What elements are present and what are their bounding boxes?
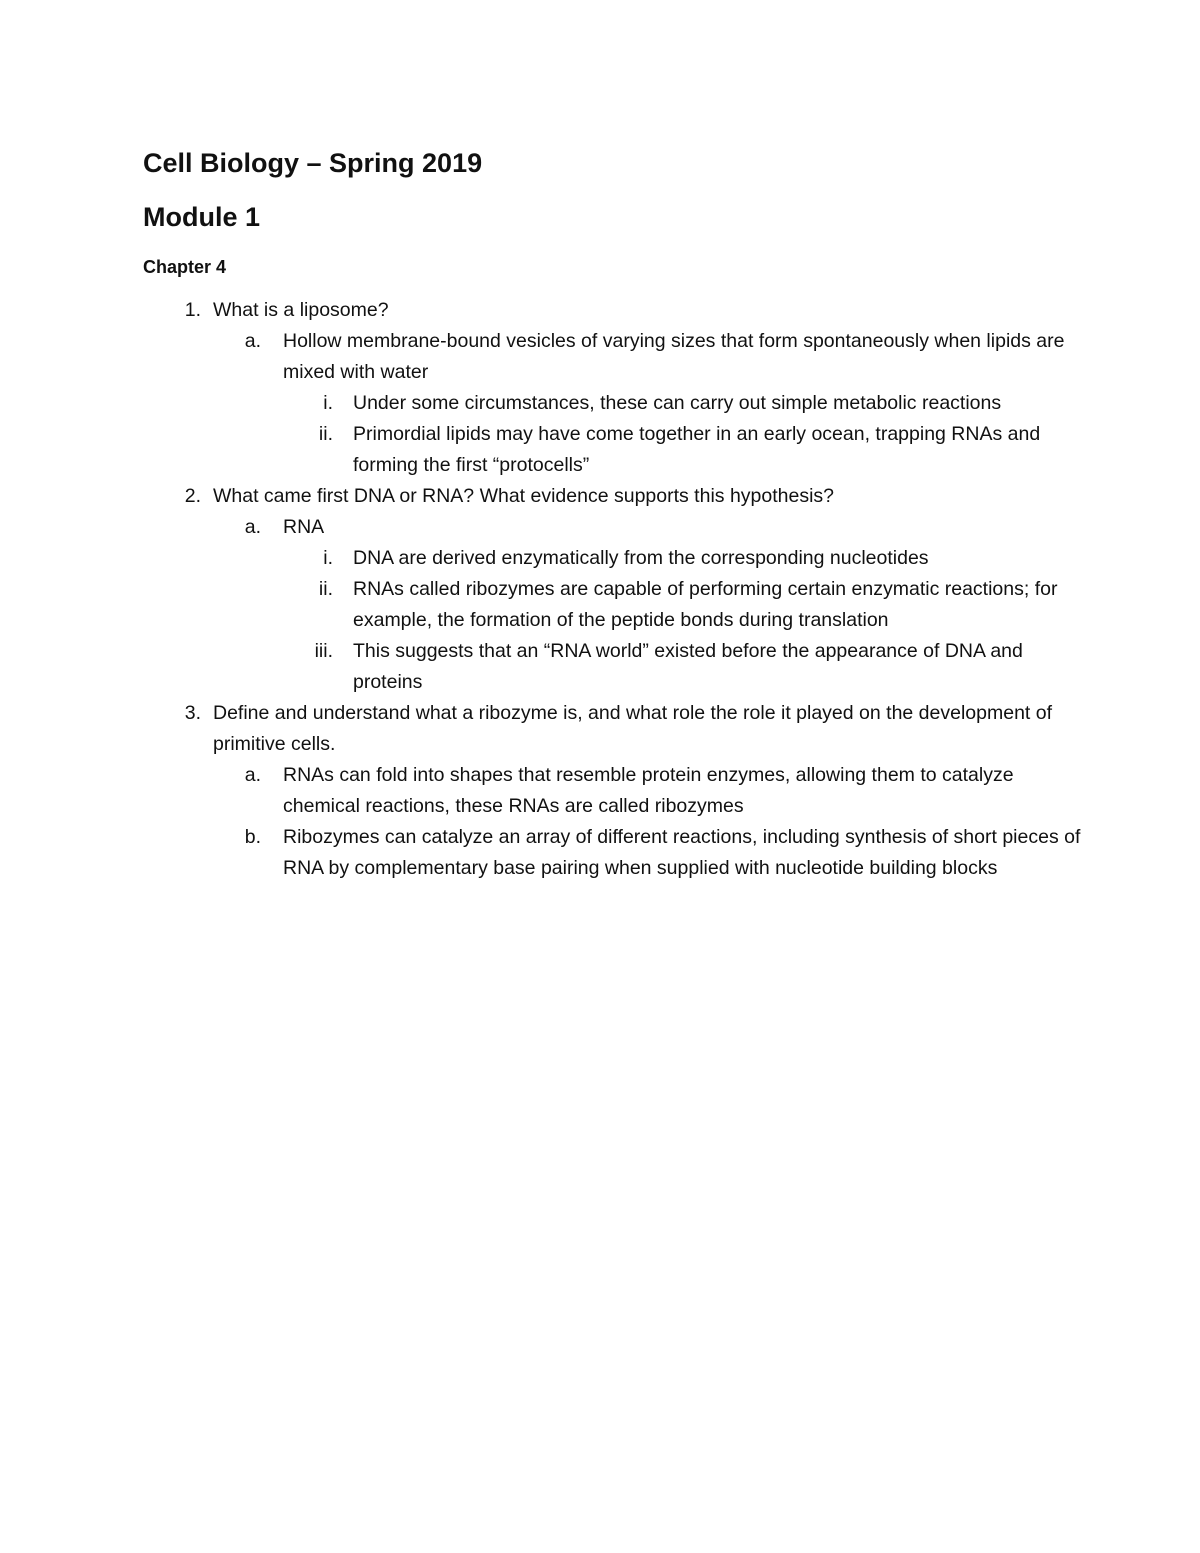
question-item [143,295,1083,481]
document-title: Cell Biology – Spring 2019 [143,148,483,178]
sub-point-list [283,543,1083,698]
answer-item [213,512,1083,698]
sub-point-text: This suggests that an “RNA world” existed before the appearance of DNA and proteins [353,640,1023,693]
question-text: What came first DNA or RNA? What evidence supports this hypothesis? [213,485,835,507]
answer-marker: a. [244,764,261,786]
answer-list [213,326,1083,481]
sub-point-item [283,388,1083,419]
answer-list [213,512,1083,698]
answer-text: RNA [283,516,325,538]
question-text: What is a liposome? [213,299,389,321]
module-heading: Module 1 [143,202,261,232]
sub-point-text: Under some circumstances, these can carry out simple metabolic reactions [353,392,1002,414]
question-list [143,295,1083,884]
answer-text: Hollow membrane-bound vesicles of varying sizes that form spontaneously when lipids are mixed with water [283,330,1065,383]
question-number: 1. [184,299,201,321]
sub-point-item [283,636,1083,698]
sub-point-list [283,388,1083,481]
chapter-heading: Chapter 4 [143,257,227,277]
sub-point-text: Primordial lipids may have come together in an early ocean, trapping RNAs and forming the first “protocells” [353,423,1041,476]
sub-point-item [283,419,1083,481]
sub-point-marker: i. [323,547,333,569]
answer-marker: b. [244,826,261,848]
sub-point-marker: ii. [318,423,333,445]
answer-marker: a. [244,516,261,538]
sub-point-text: DNA are derived enzymatically from the corresponding nucleotides [353,547,929,569]
answer-marker: a. [244,330,261,352]
answer-text: Ribozymes can catalyze an array of different reactions, including synthesis of short pieces of RNA by complementary base pairing when supplied with nucleotide building blocks [283,826,1081,879]
question-item [143,698,1083,884]
sub-point-marker: i. [323,392,333,414]
answer-text: RNAs can fold into shapes that resemble protein enzymes, allowing them to catalyze chemical reactions, these RNAs are called ribozymes [283,764,1014,817]
answer-list [213,760,1083,884]
question-item [143,481,1083,698]
document-content [143,146,1083,884]
answer-item [213,326,1083,481]
sub-point-marker: ii. [318,578,333,600]
sub-point-item [283,543,1083,574]
question-number: 3. [184,702,201,724]
question-text: Define and understand what a ribozyme is, and what role the role it played on the development of primitive cells. [213,702,1053,755]
sub-point-item [283,574,1083,636]
answer-item [213,760,1083,822]
question-number: 2. [184,485,201,507]
sub-point-text: RNAs called ribozymes are capable of performing certain enzymatic reactions; for example, the formation of the peptide bonds during translation [353,578,1058,631]
sub-point-marker: iii. [314,640,333,662]
answer-item [213,822,1083,884]
